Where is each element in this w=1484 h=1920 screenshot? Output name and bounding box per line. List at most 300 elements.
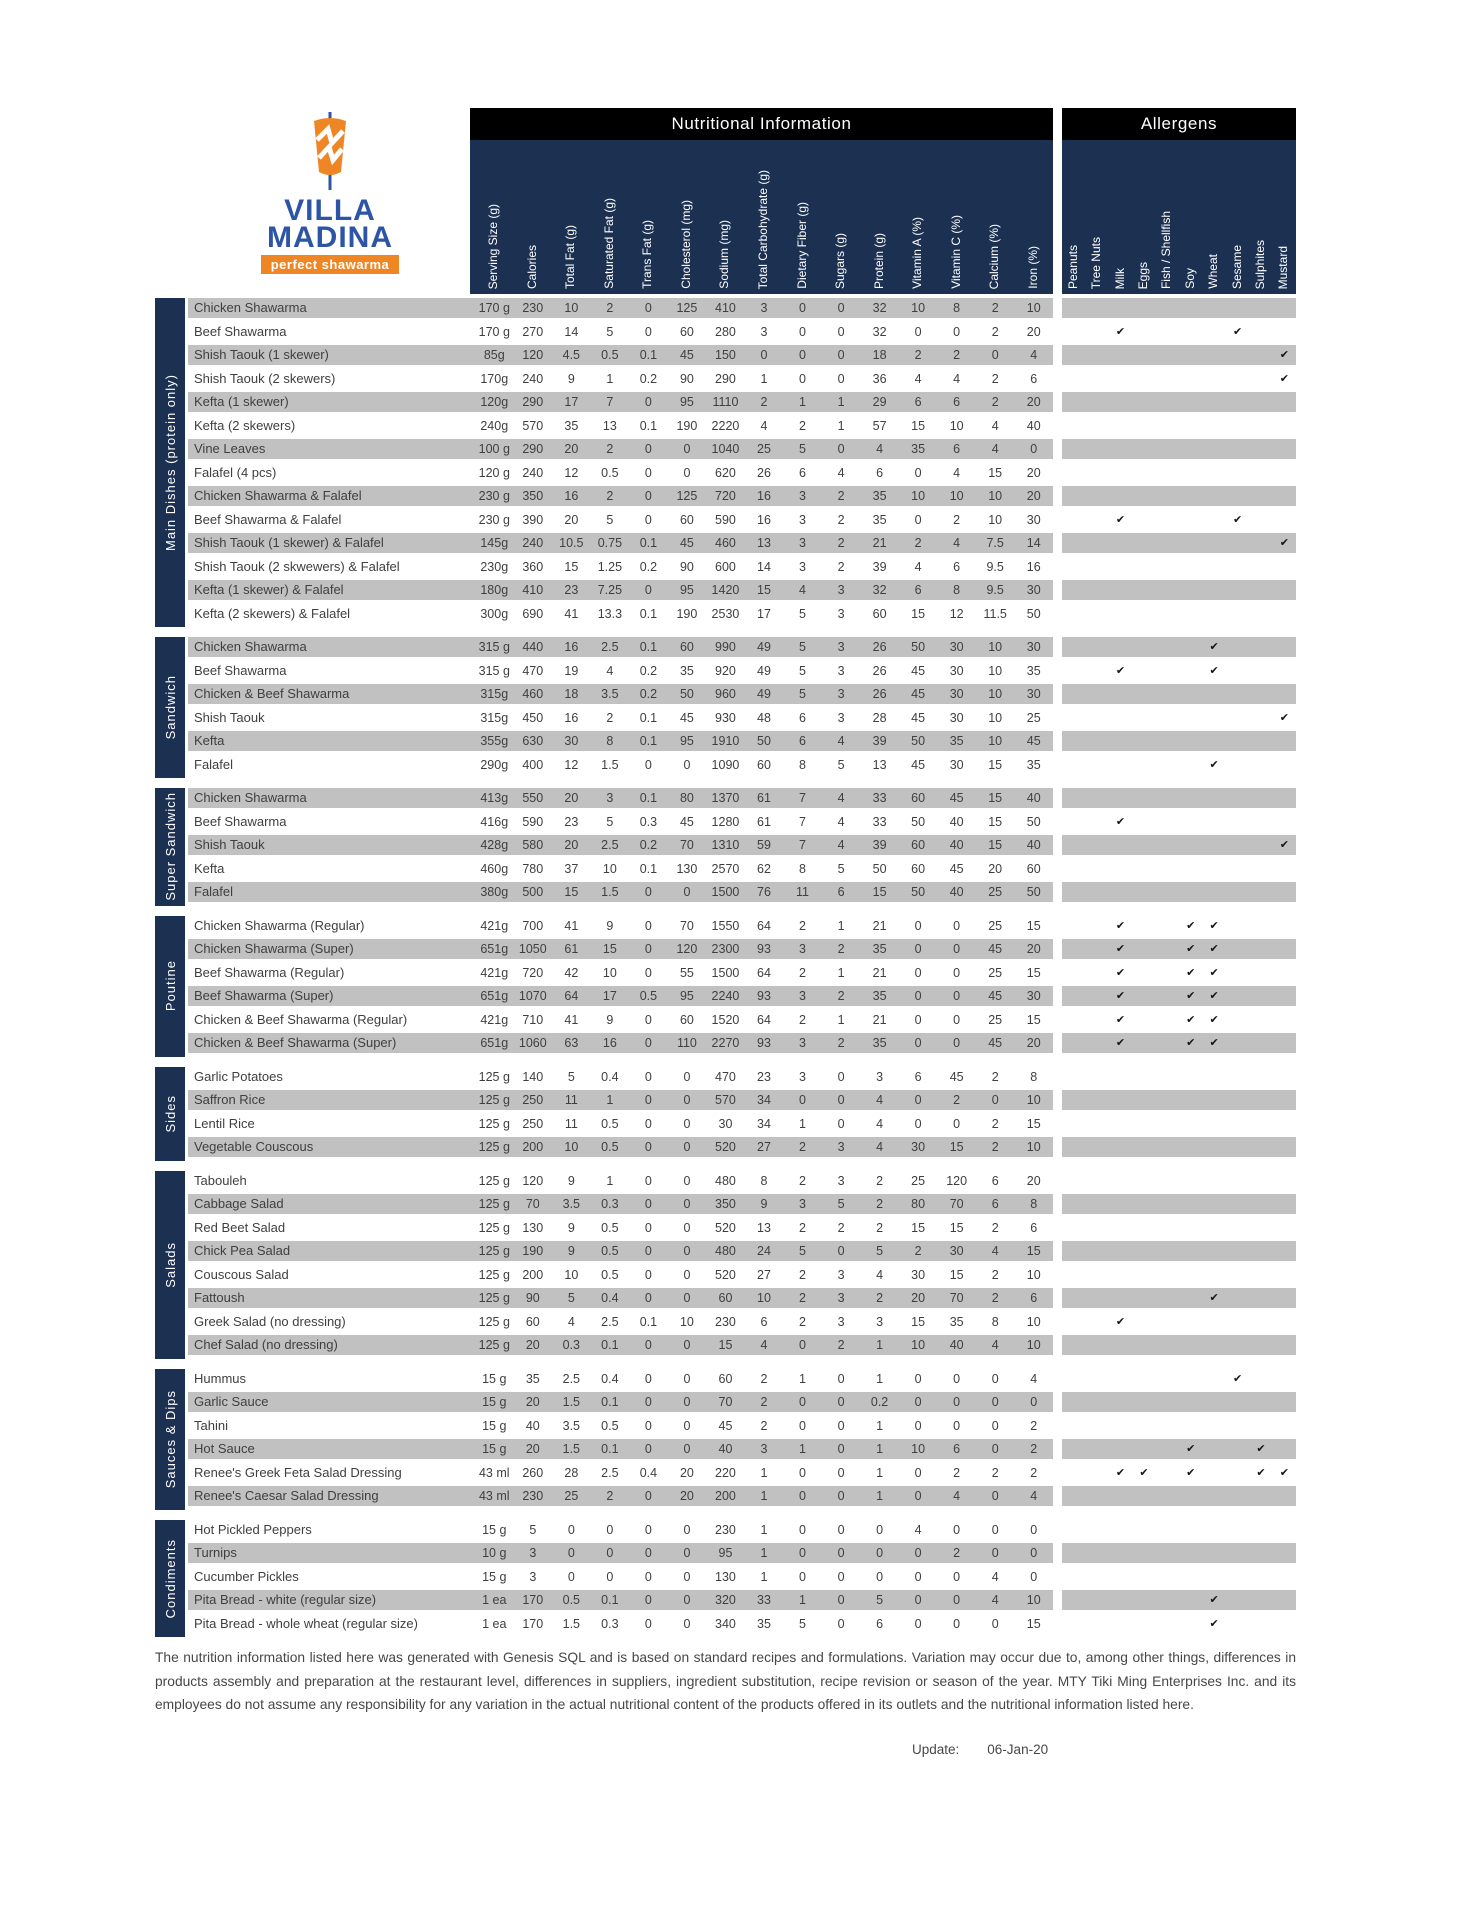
allergen-check-icon-milk: ✔ xyxy=(1115,1037,1126,1049)
value-cell-protein-g: 39 xyxy=(872,838,887,852)
item-name: Beef Shawarma xyxy=(194,323,287,339)
value-cell-total-fat-g: 9 xyxy=(567,1173,575,1188)
allergen-cell-sulphites xyxy=(1249,345,1272,365)
allergen-cells xyxy=(1062,510,1296,530)
value-cell-sugars-g: 4 xyxy=(837,791,845,805)
value-cell-dietary-fiber-g: 5 xyxy=(799,606,806,621)
value-cell-sodium-mg: 30 xyxy=(718,1116,733,1131)
allergen-cell-eggs xyxy=(1132,731,1155,751)
value-cell-protein-g: 35 xyxy=(872,942,887,956)
allergen-cell-sulphites xyxy=(1249,939,1272,959)
value-cell-calcium: 20 xyxy=(988,861,1003,876)
allergen-cell-soy xyxy=(1179,463,1202,483)
value-cell-trans-fat-g: 0 xyxy=(644,583,652,597)
value-cell-calcium: 10 xyxy=(988,512,1003,527)
value-cell-sodium-mg: 320 xyxy=(715,1593,736,1607)
value-cell-calories: 390 xyxy=(522,512,544,527)
value-cell-vitamin-a: 0 xyxy=(914,1593,922,1607)
value-cell-dietary-fiber-g: 3 xyxy=(799,1036,806,1050)
allergen-cell-wheat xyxy=(1202,708,1225,728)
value-cell-sodium-mg: 1280 xyxy=(711,814,740,829)
section-rows xyxy=(188,637,1296,778)
allergen-cell-fish-shellfish xyxy=(1156,416,1179,436)
allergen-cell-mustard xyxy=(1273,486,1296,506)
allergen-cell-soy xyxy=(1179,322,1202,342)
table-row xyxy=(188,580,1296,604)
allergen-cell-tree-nuts xyxy=(1085,1090,1108,1110)
nutrition-column-header-calcium: Calcium (%) xyxy=(987,223,1002,289)
value-cell-calcium: 25 xyxy=(988,885,1003,899)
allergen-cell-mustard xyxy=(1273,939,1296,959)
allergen-cell-fish-shellfish xyxy=(1156,1137,1179,1157)
value-cell-dietary-fiber-g: 5 xyxy=(799,442,806,456)
allergen-cell-peanuts xyxy=(1062,1137,1085,1157)
allergen-check-icon-sesame: ✔ xyxy=(1232,513,1243,526)
value-cell-total-carbohydrate-g: 34 xyxy=(757,1116,771,1131)
value-cell-sodium-mg: 2530 xyxy=(711,606,740,621)
item-name: Lentil Rice xyxy=(194,1115,255,1131)
panel-gap xyxy=(1053,1369,1062,1389)
allergen-cells xyxy=(1062,1463,1296,1483)
allergen-cell-peanuts xyxy=(1062,1439,1085,1459)
value-cell-saturated-fat-g: 0.4 xyxy=(601,1291,619,1305)
allergen-cell-wheat xyxy=(1202,369,1225,389)
table-row xyxy=(188,788,1296,812)
allergen-cells xyxy=(1062,486,1296,506)
allergen-cell-tree-nuts xyxy=(1085,1241,1108,1261)
allergen-cell-tree-nuts xyxy=(1085,1010,1108,1030)
allergen-cell-milk xyxy=(1109,345,1132,365)
value-cell-total-carbohydrate-g: 50 xyxy=(757,734,771,748)
value-cell-calcium: 0 xyxy=(991,1371,999,1386)
allergen-cell-eggs xyxy=(1132,1067,1155,1087)
table-row xyxy=(188,322,1296,346)
allergen-cell-milk xyxy=(1109,859,1132,879)
nutrition-cells xyxy=(188,1288,1053,1308)
value-cell-calcium: 2 xyxy=(991,1069,999,1084)
value-cell-serving-size-g: 15 g xyxy=(482,1418,507,1433)
allergen-cells xyxy=(1062,392,1296,412)
allergen-cells xyxy=(1062,1312,1296,1332)
allergen-cell-peanuts xyxy=(1062,882,1085,902)
section-sides xyxy=(155,1067,1296,1161)
allergen-cell-wheat xyxy=(1202,510,1225,530)
value-cell-calories: 20 xyxy=(525,1338,540,1352)
value-cell-trans-fat-g: 0.1 xyxy=(639,640,658,654)
allergen-cells xyxy=(1062,1067,1296,1087)
allergen-cells xyxy=(1062,1439,1296,1459)
section-label-sides xyxy=(155,1067,185,1161)
allergen-cell-peanuts xyxy=(1062,510,1085,530)
value-cell-trans-fat-g: 0.5 xyxy=(639,989,658,1003)
value-cell-iron: 25 xyxy=(1026,710,1041,725)
value-cell-trans-fat-g: 0 xyxy=(644,1442,652,1456)
value-cell-dietary-fiber-g: 5 xyxy=(799,1616,806,1631)
allergen-cell-sulphites xyxy=(1249,1033,1272,1053)
value-cell-serving-size-g: 230g xyxy=(480,559,509,574)
value-cell-total-fat-g: 23 xyxy=(564,814,579,829)
allergen-cell-sulphites xyxy=(1249,684,1272,704)
value-cell-sugars-g: 3 xyxy=(837,640,845,654)
allergen-cell-peanuts xyxy=(1062,963,1085,983)
allergen-cell-sulphites xyxy=(1249,1137,1272,1157)
table-row xyxy=(188,486,1296,510)
value-cell-trans-fat-g: 0 xyxy=(644,965,652,980)
allergen-cell-tree-nuts xyxy=(1085,963,1108,983)
value-cell-sodium-mg: 1040 xyxy=(711,442,740,456)
value-cell-sodium-mg: 60 xyxy=(718,1291,733,1305)
allergen-cell-peanuts xyxy=(1062,1218,1085,1238)
value-cell-sugars-g: 2 xyxy=(837,489,845,503)
value-cell-calcium: 0 xyxy=(991,1395,999,1409)
allergen-cells xyxy=(1062,439,1296,459)
value-cell-vitamin-a: 0 xyxy=(914,512,922,527)
allergen-cell-tree-nuts xyxy=(1085,731,1108,751)
allergen-cell-fish-shellfish xyxy=(1156,1033,1179,1053)
nutrition-column-header-calories: Calories xyxy=(524,244,539,289)
allergen-cell-milk xyxy=(1109,1567,1132,1587)
allergen-cell-soy xyxy=(1179,557,1202,577)
allergen-cell-fish-shellfish xyxy=(1156,708,1179,728)
value-cell-protein-g: 57 xyxy=(872,418,887,433)
allergen-cell-fish-shellfish xyxy=(1156,486,1179,506)
panel-gap xyxy=(1053,1218,1062,1238)
value-cell-vitamin-a: 30 xyxy=(911,1140,926,1154)
allergen-cell-eggs xyxy=(1132,708,1155,728)
allergen-check-icon-mustard: ✔ xyxy=(1279,372,1289,385)
allergen-cell-eggs xyxy=(1132,510,1155,530)
item-name: Tahini xyxy=(194,1417,228,1433)
allergen-cell-milk xyxy=(1109,1090,1132,1110)
value-cell-calories: 470 xyxy=(522,663,544,678)
value-cell-trans-fat-g: 0 xyxy=(644,512,652,527)
value-cell-calories: 710 xyxy=(522,1012,544,1027)
allergen-cell-eggs xyxy=(1132,1033,1155,1053)
allergen-cell-soy xyxy=(1179,1590,1202,1610)
panel-gap xyxy=(1053,1567,1062,1587)
value-cell-total-fat-g: 16 xyxy=(564,710,579,725)
value-cell-vitamin-a: 2 xyxy=(914,536,922,550)
allergen-cell-soy xyxy=(1179,835,1202,855)
panel-gap xyxy=(1053,604,1062,624)
value-cell-total-carbohydrate-g: 4 xyxy=(760,418,768,433)
value-cell-calcium: 25 xyxy=(988,1012,1003,1027)
allergen-cell-wheat xyxy=(1202,1067,1225,1087)
panel-gap xyxy=(1053,392,1062,412)
value-cell-saturated-fat-g: 9 xyxy=(606,918,614,933)
item-name: Greek Salad (no dressing) xyxy=(194,1313,346,1329)
allergen-cell-sesame xyxy=(1226,557,1249,577)
value-cell-calcium: 45 xyxy=(988,942,1003,956)
value-cell-total-carbohydrate-g: 9 xyxy=(760,1197,768,1211)
value-cell-cholesterol-mg: 70 xyxy=(679,838,694,852)
value-cell-saturated-fat-g: 0.1 xyxy=(601,1442,619,1456)
value-cell-total-fat-g: 35 xyxy=(564,418,579,433)
value-cell-dietary-fiber-g: 2 xyxy=(799,1220,806,1235)
value-cell-saturated-fat-g: 4 xyxy=(606,663,614,678)
value-cell-serving-size-g: 125 g xyxy=(478,1338,510,1352)
value-cell-iron: 30 xyxy=(1026,640,1041,654)
value-cell-cholesterol-mg: 0 xyxy=(683,1395,691,1409)
allergen-cell-peanuts xyxy=(1062,439,1085,459)
panel-gap xyxy=(1053,486,1062,506)
allergen-cell-sulphites xyxy=(1249,637,1272,657)
allergen-cell-wheat xyxy=(1202,1567,1225,1587)
allergen-cell-soy xyxy=(1179,1137,1202,1157)
allergen-check-icon-milk: ✔ xyxy=(1115,815,1126,828)
value-cell-total-carbohydrate-g: 59 xyxy=(757,838,771,852)
allergen-cell-wheat xyxy=(1202,557,1225,577)
value-cell-sodium-mg: 220 xyxy=(715,1465,736,1480)
allergen-cell-wheat xyxy=(1202,463,1225,483)
allergen-cell-sesame xyxy=(1226,731,1249,751)
allergen-cell-peanuts xyxy=(1062,1265,1085,1285)
value-cell-sodium-mg: 960 xyxy=(715,687,736,701)
allergen-cell-milk xyxy=(1109,731,1132,751)
item-name: Beef Shawarma xyxy=(194,662,287,678)
value-cell-vitamin-c: 40 xyxy=(949,814,964,829)
value-cell-saturated-fat-g: 15 xyxy=(602,942,617,956)
value-cell-dietary-fiber-g: 0 xyxy=(799,1569,806,1584)
allergen-cell-tree-nuts xyxy=(1085,835,1108,855)
value-cell-vitamin-a: 6 xyxy=(914,395,922,409)
value-cell-vitamin-a: 0 xyxy=(914,989,922,1003)
table-row xyxy=(188,510,1296,534)
value-cell-total-fat-g: 30 xyxy=(564,734,579,748)
panel-gap xyxy=(1053,416,1062,436)
allergen-cell-soy xyxy=(1179,882,1202,902)
allergen-cell-soy xyxy=(1179,439,1202,459)
value-cell-calcium: 2 xyxy=(991,395,999,409)
value-cell-vitamin-c: 0 xyxy=(953,918,961,933)
panel-gap xyxy=(1053,1265,1062,1285)
allergen-cell-peanuts xyxy=(1062,1067,1085,1087)
value-cell-saturated-fat-g: 0.5 xyxy=(601,1116,619,1131)
value-cell-sodium-mg: 290 xyxy=(715,371,736,386)
allergen-cell-mustard xyxy=(1273,1369,1296,1389)
allergen-cell-sesame xyxy=(1226,1010,1249,1030)
value-cell-total-fat-g: 20 xyxy=(564,791,579,805)
value-cell-cholesterol-mg: 55 xyxy=(679,965,694,980)
allergen-cell-sesame xyxy=(1226,1114,1249,1134)
value-cell-iron: 30 xyxy=(1026,687,1041,701)
value-cell-serving-size-g: 15 g xyxy=(482,1371,507,1386)
nutrition-cells xyxy=(188,1194,1053,1214)
value-cell-protein-g: 6 xyxy=(876,1616,884,1631)
allergen-cell-eggs xyxy=(1132,1543,1155,1563)
value-cell-protein-g: 28 xyxy=(872,710,887,725)
value-cell-vitamin-c: 45 xyxy=(949,791,964,805)
value-cell-iron: 20 xyxy=(1026,1036,1041,1050)
value-cell-calories: 170 xyxy=(522,1616,544,1631)
allergen-cell-mustard xyxy=(1273,755,1296,775)
table-row xyxy=(188,416,1296,440)
panel-gap xyxy=(1053,463,1062,483)
nutrition-cells xyxy=(188,916,1053,936)
nutrition-column-header-protein-g: Protein (g) xyxy=(871,232,886,289)
value-cell-cholesterol-mg: 45 xyxy=(679,710,694,725)
allergen-cell-sesame xyxy=(1226,1265,1249,1285)
allergen-cell-tree-nuts xyxy=(1085,882,1108,902)
allergen-cell-soy xyxy=(1179,1486,1202,1506)
value-cell-total-fat-g: 0 xyxy=(567,1546,575,1560)
allergen-cell-sulphites xyxy=(1249,392,1272,412)
allergen-cell-peanuts xyxy=(1062,392,1085,412)
section-label-text: Poutine xyxy=(162,960,178,1012)
allergen-cell-eggs xyxy=(1132,1241,1155,1261)
value-cell-iron: 0 xyxy=(1030,1546,1038,1560)
value-cell-total-fat-g: 18 xyxy=(564,687,579,701)
table-row xyxy=(188,1486,1296,1510)
allergen-cell-sulphites xyxy=(1249,1392,1272,1412)
value-cell-saturated-fat-g: 10 xyxy=(602,965,617,980)
value-cell-dietary-fiber-g: 3 xyxy=(799,942,806,956)
value-cell-cholesterol-mg: 95 xyxy=(679,583,694,597)
value-cell-cholesterol-mg: 95 xyxy=(679,734,694,748)
value-cell-iron: 2 xyxy=(1030,1465,1038,1480)
value-cell-total-fat-g: 37 xyxy=(564,861,579,876)
allergen-cell-fish-shellfish xyxy=(1156,604,1179,624)
allergen-cell-fish-shellfish xyxy=(1156,369,1179,389)
item-name: Kefta (1 skewer) & Falafel xyxy=(194,582,344,597)
allergen-cells xyxy=(1062,345,1296,365)
allergen-cell-soy xyxy=(1179,1194,1202,1214)
value-cell-cholesterol-mg: 125 xyxy=(676,301,698,315)
allergen-cell-mustard xyxy=(1273,1520,1296,1540)
value-cell-calcium: 2 xyxy=(991,1116,999,1131)
allergen-cell-fish-shellfish xyxy=(1156,661,1179,681)
value-cell-vitamin-c: 40 xyxy=(949,885,964,899)
value-cell-protein-g: 36 xyxy=(872,371,887,386)
panel-gap xyxy=(1053,637,1062,657)
allergen-cell-eggs xyxy=(1132,1335,1155,1355)
allergen-cell-sulphites xyxy=(1249,708,1272,728)
value-cell-sugars-g: 5 xyxy=(837,861,845,876)
value-cell-serving-size-g: 651g xyxy=(480,989,509,1003)
allergen-cell-tree-nuts xyxy=(1085,1137,1108,1157)
allergen-cell-sesame xyxy=(1226,1137,1249,1157)
value-cell-serving-size-g: 125 g xyxy=(478,1069,510,1084)
item-name: Vine Leaves xyxy=(194,441,266,456)
value-cell-serving-size-g: 1 ea xyxy=(482,1616,507,1631)
panel-gap xyxy=(1053,510,1062,530)
value-cell-total-fat-g: 11 xyxy=(564,1116,578,1131)
value-cell-saturated-fat-g: 1 xyxy=(606,1173,614,1188)
value-cell-calories: 590 xyxy=(522,814,544,829)
allergen-cell-eggs xyxy=(1132,557,1155,577)
value-cell-trans-fat-g: 0 xyxy=(644,1522,652,1537)
value-cell-vitamin-a: 0 xyxy=(914,1036,922,1050)
value-cell-protein-g: 1 xyxy=(876,1418,884,1433)
value-cell-cholesterol-mg: 110 xyxy=(676,1036,697,1050)
value-cell-vitamin-c: 10 xyxy=(949,489,964,503)
value-cell-cholesterol-mg: 0 xyxy=(683,1569,691,1584)
value-cell-vitamin-a: 10 xyxy=(911,1338,926,1352)
allergen-cell-soy xyxy=(1179,1567,1202,1587)
allergen-cell-fish-shellfish xyxy=(1156,1392,1179,1412)
allergen-cell-fish-shellfish xyxy=(1156,1218,1179,1238)
value-cell-dietary-fiber-g: 5 xyxy=(799,640,806,654)
allergen-cell-mustard xyxy=(1273,1033,1296,1053)
value-cell-vitamin-a: 0 xyxy=(914,1616,922,1631)
nutrition-cells xyxy=(188,1312,1053,1332)
value-cell-iron: 8 xyxy=(1030,1197,1038,1211)
allergen-cell-fish-shellfish xyxy=(1156,812,1179,832)
allergen-cells xyxy=(1062,1194,1296,1214)
value-cell-sugars-g: 3 xyxy=(837,1267,845,1282)
value-cell-total-fat-g: 42 xyxy=(564,965,579,980)
value-cell-trans-fat-g: 0.1 xyxy=(639,418,658,433)
panel-gap xyxy=(1053,1439,1062,1459)
value-cell-total-carbohydrate-g: 17 xyxy=(757,606,771,621)
value-cell-vitamin-c: 4 xyxy=(953,371,961,386)
value-cell-calories: 290 xyxy=(522,395,544,409)
allergen-cell-tree-nuts xyxy=(1085,392,1108,412)
value-cell-saturated-fat-g: 0.5 xyxy=(601,1140,619,1154)
value-cell-protein-g: 26 xyxy=(872,687,887,701)
update-label: Update: xyxy=(912,1742,960,1757)
allergen-cell-sulphites xyxy=(1249,1520,1272,1540)
value-cell-protein-g: 39 xyxy=(872,559,887,574)
value-cell-dietary-fiber-g: 0 xyxy=(799,1338,806,1352)
allergen-check-icon-milk: ✔ xyxy=(1115,1466,1126,1479)
allergen-cell-milk xyxy=(1109,439,1132,459)
allergen-cells xyxy=(1062,1033,1296,1053)
value-cell-total-fat-g: 15 xyxy=(564,885,579,899)
item-name: Shish Taouk (2 skewers) xyxy=(194,370,336,386)
item-name: Pita Bread - whole wheat (regular size) xyxy=(194,1615,418,1631)
table-row xyxy=(188,1288,1296,1312)
value-cell-dietary-fiber-g: 8 xyxy=(799,757,806,772)
value-cell-vitamin-a: 60 xyxy=(911,791,926,805)
section-sauces-dips xyxy=(155,1369,1296,1510)
nutrition-cells xyxy=(188,1265,1053,1285)
value-cell-iron: 2 xyxy=(1030,1418,1038,1433)
allergen-cell-fish-shellfish xyxy=(1156,1090,1179,1110)
value-cell-vitamin-c: 8 xyxy=(953,583,961,597)
value-cell-total-fat-g: 25 xyxy=(564,1489,579,1503)
value-cell-sodium-mg: 410 xyxy=(715,301,736,315)
value-cell-saturated-fat-g: 0.1 xyxy=(601,1593,619,1607)
value-cell-saturated-fat-g: 0.4 xyxy=(601,1069,619,1084)
value-cell-protein-g: 32 xyxy=(872,324,887,339)
value-cell-saturated-fat-g: 1.5 xyxy=(601,757,619,772)
allergen-cell-soy xyxy=(1179,392,1202,412)
value-cell-iron: 10 xyxy=(1026,301,1041,315)
allergen-cell-fish-shellfish xyxy=(1156,533,1179,553)
allergen-cells xyxy=(1062,1520,1296,1540)
value-cell-vitamin-a: 0 xyxy=(914,1395,922,1409)
value-cell-total-fat-g: 41 xyxy=(564,1012,579,1027)
allergen-cell-fish-shellfish xyxy=(1156,731,1179,751)
value-cell-protein-g: 6 xyxy=(876,465,884,480)
item-name: Beef Shawarma & Falafel xyxy=(194,511,342,527)
nutrition-column-header-vitamin-a: Vitamin A (%) xyxy=(910,217,925,289)
value-cell-vitamin-c: 4 xyxy=(953,1489,961,1503)
allergen-cells xyxy=(1062,1543,1296,1563)
update-line xyxy=(912,1742,1048,1757)
allergen-cell-peanuts xyxy=(1062,369,1085,389)
value-cell-total-carbohydrate-g: 3 xyxy=(760,1442,768,1456)
value-cell-total-fat-g: 10 xyxy=(564,301,579,315)
table-row xyxy=(188,708,1296,732)
value-cell-calcium: 0 xyxy=(991,348,999,362)
value-cell-dietary-fiber-g: 6 xyxy=(799,710,806,725)
item-name: Chicken Shawarma (Super) xyxy=(194,941,354,956)
value-cell-dietary-fiber-g: 3 xyxy=(799,1069,806,1084)
section-label-text: Super Sandwich xyxy=(162,792,178,902)
value-cell-saturated-fat-g: 0.1 xyxy=(601,1395,619,1409)
